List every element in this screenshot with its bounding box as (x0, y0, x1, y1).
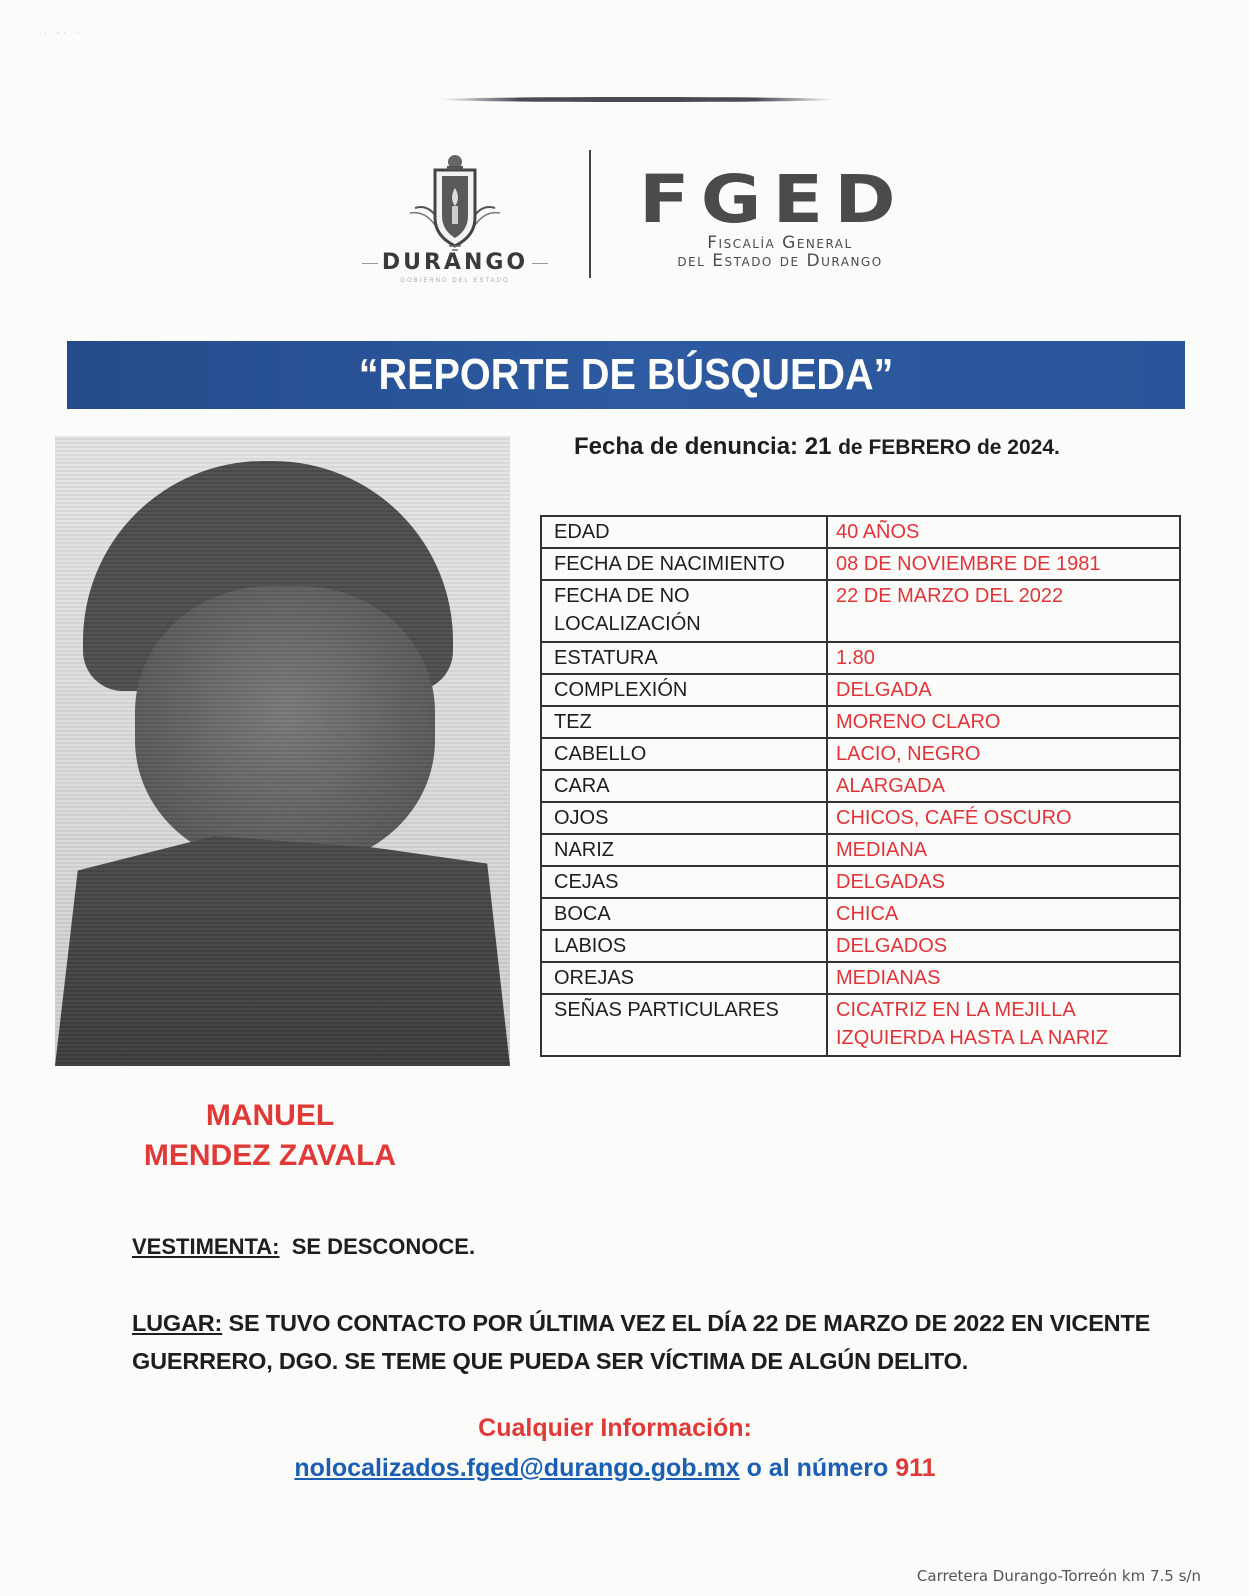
details-value: MEDIANA (827, 834, 1180, 866)
details-label: COMPLEXIÓN (541, 674, 827, 706)
details-label: BOCA (541, 898, 827, 930)
durango-wordmark: DURANGO (340, 250, 570, 275)
details-row (541, 548, 1180, 580)
missing-person-photo (55, 436, 510, 1066)
details-label: ESTATURA (541, 642, 827, 674)
details-row (541, 738, 1180, 770)
contact-phone: 911 (895, 1454, 936, 1482)
details-value: 1.80 (827, 642, 1180, 674)
details-label: SEÑAS PARTICULARES (541, 994, 827, 1056)
page-title: “REPORTE DE BÚSQUEDA” (358, 350, 894, 399)
lugar (132, 1304, 1182, 1380)
scan-artifact: · ·· · (44, 28, 84, 37)
details-row (541, 642, 1180, 674)
details-label: CEJAS (541, 866, 827, 898)
details-label: FECHA DE NACIMIENTO (541, 548, 827, 580)
details-row (541, 930, 1180, 962)
details-value: DELGADAS (827, 866, 1180, 898)
lugar-label: LUGAR: (132, 1310, 223, 1336)
durango-logo (340, 148, 570, 288)
details-row (541, 866, 1180, 898)
top-rule (440, 97, 835, 102)
logo-divider (589, 150, 591, 278)
details-row (541, 770, 1180, 802)
details-value: ALARGADA (827, 770, 1180, 802)
details-label: EDAD (541, 516, 827, 548)
details-value: CICATRIZ EN LA MEJILLA IZQUIERDA HASTA LA NARIZ (827, 994, 1180, 1056)
details-value: 22 DE MARZO DEL 2022 (827, 580, 1180, 642)
details-row (541, 834, 1180, 866)
fged-name-line2: del Estado de Durango (677, 251, 883, 271)
details-label: OREJAS (541, 962, 827, 994)
details-value: 40 AÑOS (827, 516, 1180, 548)
vestimenta-value: SE DESCONOCE. (291, 1234, 476, 1259)
details-value: CHICA (827, 898, 1180, 930)
details-value: 08 DE NOVIEMBRE DE 1981 (827, 548, 1180, 580)
details-row (541, 962, 1180, 994)
details-label: CARA (541, 770, 827, 802)
photo-scan-texture (55, 436, 510, 1066)
fged-acronym: FGED (639, 161, 907, 238)
details-row (541, 516, 1180, 548)
contact-line (0, 1454, 1230, 1483)
details-value: LACIO, NEGRO (827, 738, 1180, 770)
report-date-day: 21 (804, 433, 832, 460)
durango-tagline: GOBIERNO DEL ESTADO (400, 278, 510, 284)
details-value: CHICOS, CAFÉ OSCURO (827, 802, 1180, 834)
report-date-label: Fecha de denuncia: (574, 433, 799, 460)
details-label: CABELLO (541, 738, 827, 770)
details-row (541, 898, 1180, 930)
contact-connector: o al número (746, 1454, 889, 1482)
vestimenta-label: VESTIMENTA: (132, 1234, 280, 1259)
person-last-names: MENDEZ ZAVALA (143, 1139, 397, 1172)
details-value: MORENO CLARO (827, 706, 1180, 738)
fged-logo (625, 161, 925, 275)
details-row (541, 706, 1180, 738)
contact-email-link[interactable]: nolocalizados.fged@durango.gob.mx (294, 1454, 740, 1482)
details-label: OJOS (541, 802, 827, 834)
details-table (540, 515, 1181, 1057)
details-row (541, 802, 1180, 834)
details-label: NARIZ (541, 834, 827, 866)
details-label: FECHA DE NO LOCALIZACIÓN (541, 580, 827, 642)
contact-title: Cualquier Información: (478, 1414, 752, 1442)
details-label: TEZ (541, 706, 827, 738)
details-row (541, 994, 1180, 1056)
details-row (541, 674, 1180, 706)
footer-address: Carretera Durango-Torreón km 7.5 s/n (916, 1567, 1201, 1585)
lugar-value: SE TUVO CONTACTO POR ÚLTIMA VEZ EL DÍA 22 DE MARZO DE 2022 EN VICENTE GUERRERO, DGO. SE TEME QUE PUEDA SER VÍCTIMA DE ALGÚN DELITO. (132, 1310, 1151, 1374)
details-value: MEDIANAS (827, 962, 1180, 994)
fged-name-line1: Fiscalía General (707, 233, 853, 253)
details-row (541, 580, 1180, 642)
person-first-name: MANUEL (205, 1099, 335, 1132)
report-date (574, 433, 1060, 461)
durango-crest-icon (405, 148, 505, 253)
person-name (60, 1096, 480, 1176)
details-value: DELGADA (827, 674, 1180, 706)
details-label: LABIOS (541, 930, 827, 962)
report-date-rest: de FEBRERO de 2024. (838, 436, 1060, 459)
title-banner (67, 341, 1185, 409)
details-value: DELGADOS (827, 930, 1180, 962)
vestimenta (132, 1234, 475, 1260)
